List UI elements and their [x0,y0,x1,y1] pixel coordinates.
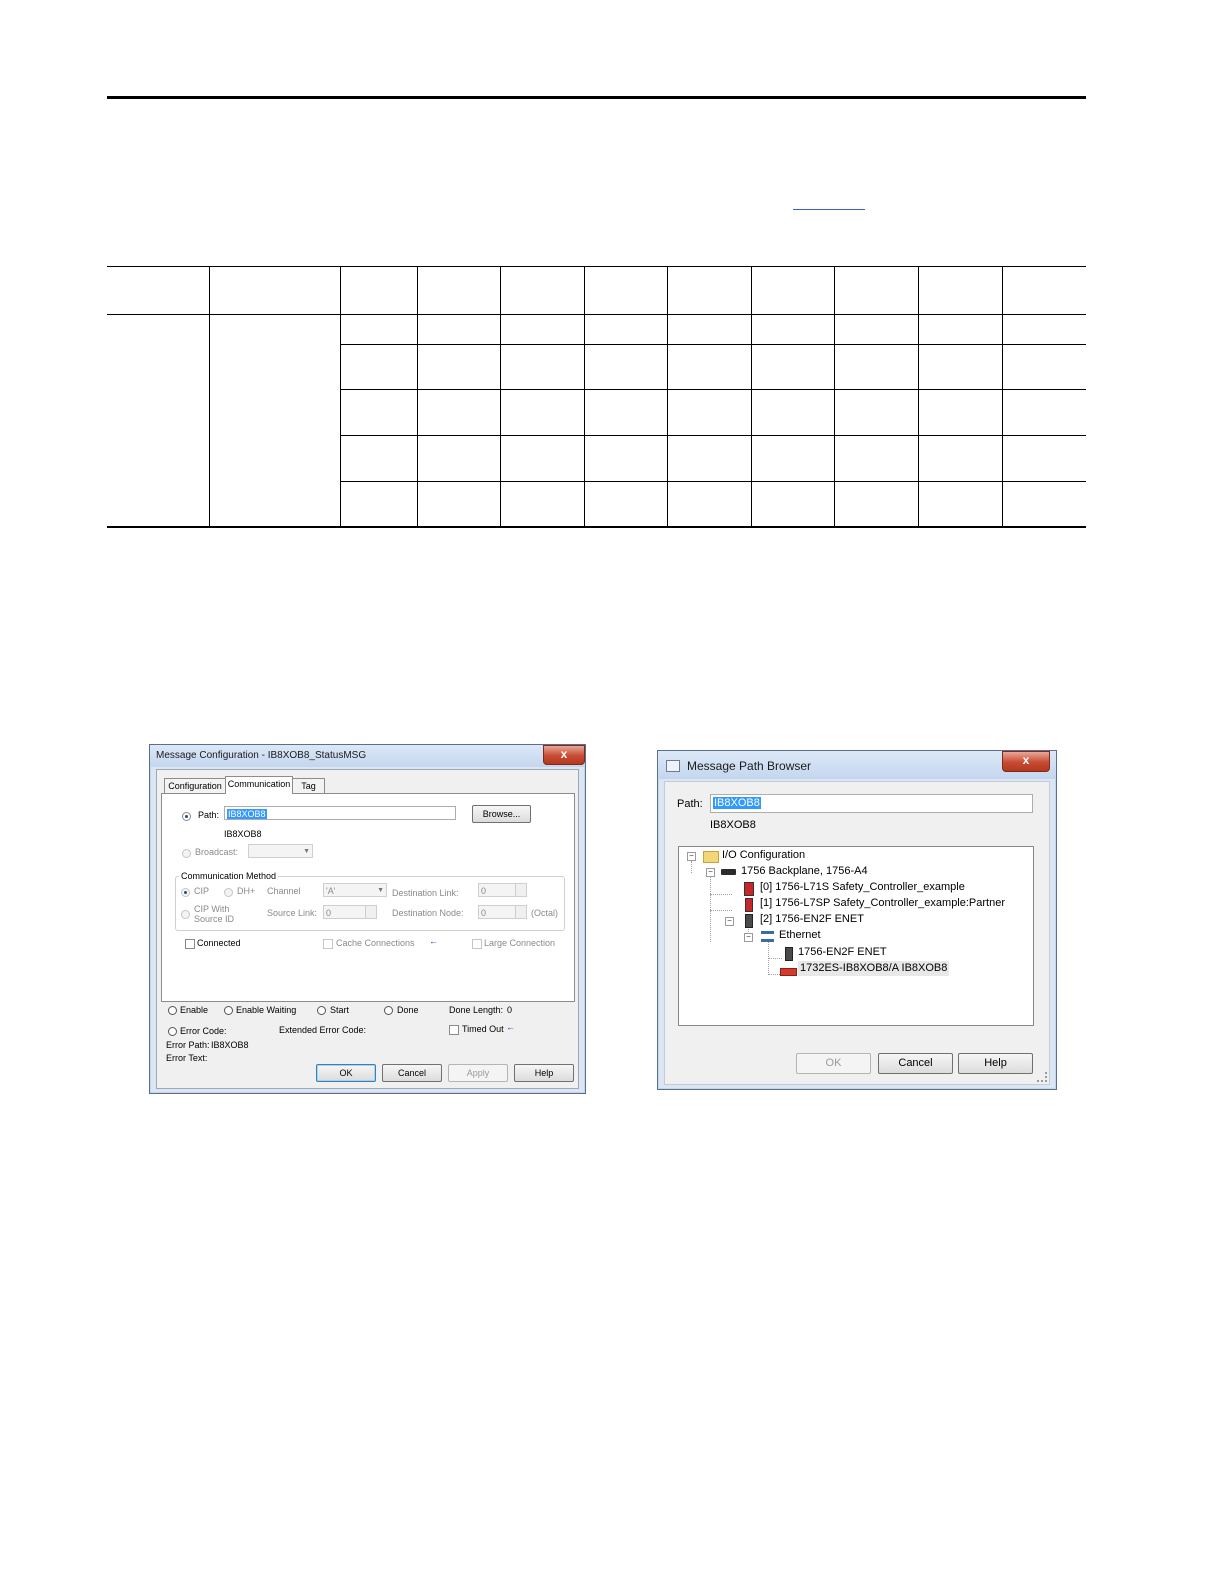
source-link-label: Source Link: [267,908,318,918]
tree-item-io-block-selected[interactable]: 1732ES-IB8XOB8/A IB8XOB8 [800,962,948,974]
source-link-field[interactable] [323,905,377,919]
table-column-border [834,266,835,527]
destination-link-label: Destination Link: [392,888,459,898]
table-column-border [751,266,752,527]
path-input[interactable] [710,794,1033,813]
tab-tag[interactable]: Tag [292,778,325,794]
partner-icon [745,898,753,912]
tree-item-io-configuration[interactable]: I/O Configuration [722,849,806,861]
cache-connections-checkbox[interactable] [323,939,333,949]
table-column-border [667,266,668,527]
io-block-icon [780,968,797,976]
ok-button[interactable]: OK [316,1064,376,1082]
enable-label: Enable [180,1005,209,1015]
path-label: Path: [198,810,220,820]
destination-node-label: Destination Node: [392,908,464,918]
dialog-title: Message Configuration - IB8XOB8_StatusMSG [156,750,367,761]
cancel-button[interactable]: Cancel [382,1064,442,1082]
communication-method-title: Communication Method [181,871,277,881]
table-column-border [584,266,585,527]
table-row-border [340,435,1086,436]
help-button[interactable]: Help [958,1053,1033,1074]
apply-button[interactable]: Apply [448,1064,508,1082]
path-input[interactable] [224,806,456,820]
table-column-border [1002,266,1003,527]
close-button[interactable]: x [1002,751,1050,772]
network-icon [761,931,774,942]
table-row-border [340,389,1086,390]
connected-checkbox[interactable] [185,939,195,949]
cross-reference-link[interactable] [793,209,865,210]
message-configuration-dialog [149,744,586,1094]
destination-node-field[interactable] [478,905,527,919]
close-button[interactable]: x [543,745,585,765]
error-text-label: Error Text: [166,1053,208,1063]
broadcast-label: Broadcast: [195,847,239,857]
data-table [107,266,1086,528]
destination-link-field[interactable] [478,883,527,897]
error-code-label: Error Code: [180,1026,227,1036]
channel-value: 'A' [326,886,336,896]
source-link-value: 0 [326,908,332,918]
title-bar [150,745,585,767]
table-top-border [107,266,1086,267]
cip-label: CIP [194,886,210,896]
header-rule [107,96,1086,99]
module-icon [785,947,793,961]
chevron-down-icon: ▼ [377,887,384,894]
cip-with-source-id-label-2: Source ID [194,914,235,924]
enable-waiting-label: Enable Waiting [236,1005,297,1015]
cip-radio[interactable] [181,888,190,897]
large-connection-label: Large Connection [484,938,556,948]
ok-button[interactable]: OK [796,1053,871,1074]
error-code-status-icon [168,1027,177,1036]
cache-connections-label: Cache Connections [336,938,415,948]
start-label: Start [330,1005,350,1015]
tab-configuration[interactable]: Configuration [164,778,226,794]
window-icon [666,760,680,772]
table-row-border [340,344,1086,345]
table-column-border [417,266,418,527]
cancel-button[interactable]: Cancel [878,1053,953,1074]
tree-connector [710,910,732,911]
table-column-border [209,266,210,527]
dialog-title: Message Path Browser [687,759,812,773]
chevron-down-icon: ▼ [303,848,310,855]
dh-plus-radio[interactable] [224,888,233,897]
table-column-border [340,266,341,527]
tree-item-safety-controller[interactable]: [0] 1756-L71S Safety_Controller_example [760,881,965,893]
arrow-left-icon: ← [506,1022,515,1032]
tab-communication[interactable]: Communication [225,776,293,794]
path-resolved-text: IB8XOB8 [710,819,756,831]
help-button[interactable]: Help [514,1064,574,1082]
browse-button[interactable]: Browse... [472,805,531,823]
table-column-border [918,266,919,527]
tree-connector [768,958,782,959]
path-resolved-text: IB8XOB8 [224,829,262,839]
cip-with-source-id-radio[interactable] [181,910,190,919]
message-path-browser-dialog [657,750,1057,1090]
done-status-icon [384,1006,393,1015]
title-bar [658,751,1056,779]
error-path-value: IB8XOB8 [211,1040,249,1050]
timed-out-checkbox [449,1025,459,1035]
communication-tab-page [161,793,575,1002]
broadcast-select[interactable] [248,844,313,858]
octal-label: (Octal) [531,908,558,918]
channel-select[interactable] [323,883,387,897]
table-row-border [340,481,1086,482]
arrow-left-icon: ← [429,936,438,946]
extended-error-code-label: Extended Error Code: [279,1025,367,1035]
destination-node-value: 0 [481,908,487,918]
resize-grip-icon[interactable] [1037,1072,1047,1082]
folder-icon [703,851,719,863]
collapse-icon[interactable]: − [687,852,696,861]
io-tree-view[interactable] [678,846,1034,1026]
enable-waiting-status-icon [224,1006,233,1015]
path-value: IB8XOB8 [228,809,266,819]
table-column-border [500,266,501,527]
broadcast-radio[interactable] [182,849,191,858]
path-label: Path: [677,798,703,810]
start-status-icon [317,1006,326,1015]
collapse-icon[interactable]: − [744,933,753,942]
done-length-value: 0 [507,1005,513,1015]
tree-item-backplane[interactable]: 1756 Backplane, 1756-A4 [741,865,868,877]
done-label: Done [397,1005,419,1015]
spin-arrows-icon[interactable] [515,906,526,918]
module-icon [745,914,753,928]
destination-link-value: 0 [481,886,487,896]
channel-label: Channel [267,886,301,896]
large-connection-checkbox[interactable] [472,939,482,949]
done-length-label: Done Length: [449,1005,504,1015]
table-header-border [107,314,1086,315]
collapse-icon[interactable]: − [725,917,734,926]
backplane-icon [721,869,736,875]
path-radio[interactable] [182,812,191,821]
connected-label: Connected [197,938,241,948]
timed-out-label: Timed Out [462,1024,504,1034]
tree-item-safety-partner[interactable]: [1] 1756-L7SP Safety_Controller_example:Partner [760,897,1005,909]
enable-status-icon [168,1006,177,1015]
tree-connector [691,861,692,873]
dh-plus-label: DH+ [237,886,256,896]
tree-item-en2f-network[interactable]: 1756-EN2F ENET [798,946,887,958]
error-path-label: Error Path: [166,1040,210,1050]
dialog-client-area [156,769,579,1089]
spin-arrows-icon[interactable] [365,906,376,918]
table-bottom-border [107,526,1086,528]
path-value: IB8XOB8 [714,797,760,809]
collapse-icon[interactable]: − [706,868,715,877]
tree-item-en2f-slot[interactable]: [2] 1756-EN2F ENET [760,913,864,925]
cip-with-source-id-label-1: CIP With [194,904,230,914]
tree-item-ethernet[interactable]: Ethernet [779,929,821,941]
dialog-client-area [664,781,1050,1085]
tree-connector [710,894,732,895]
spin-arrows-icon[interactable] [515,884,526,896]
controller-icon [744,882,754,896]
